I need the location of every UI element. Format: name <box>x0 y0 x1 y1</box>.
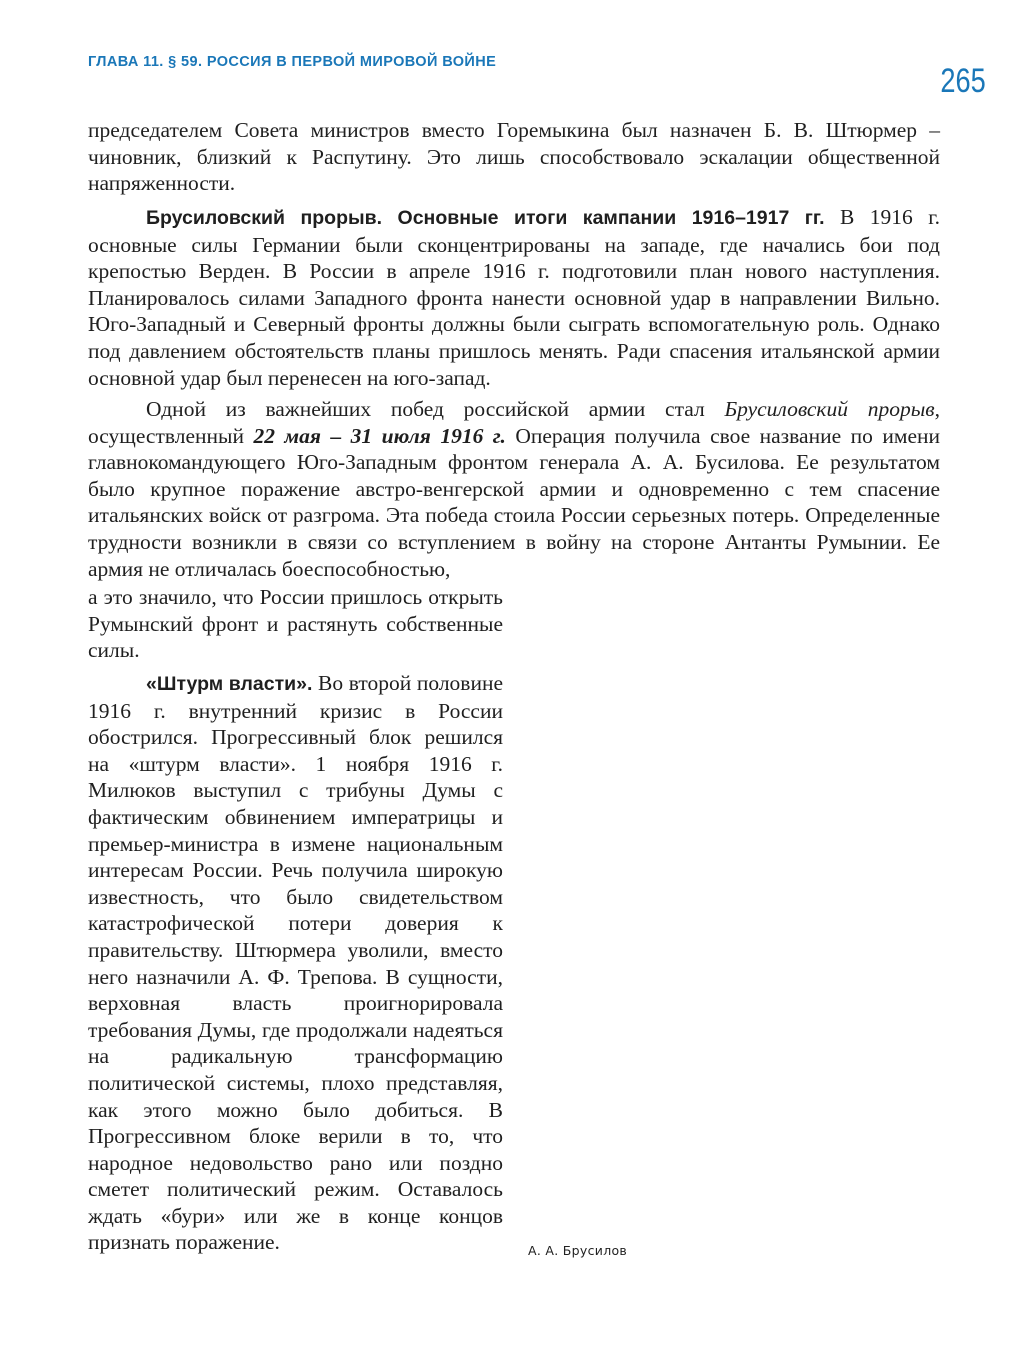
paragraph-intro: председателем Совета министров вместо Горемыкина был назначен Б. В. Штюрмер – чиновник, близкий к Распутину. Это лишь способствовало эскалации общественной напряженности. <box>88 118 940 196</box>
text-run: , осуществленный <box>88 397 940 448</box>
paragraph-text: Во второй половине 1916 г. внутренний кризис в России обострился. Прогрессивный блок решился на «штурм власти». 1 ноября 1916 г. Милюков выступил с трибуны Думы с фактическим обвинением императрицы и премьер-министра в измене национальным интересам России. Речь получила широкую известность, что было свидетельством катастрофической потери доверия к правительству. Штюрмера уволили, вместо него назначили А. Ф. Трепова. В сущности, верховная власть проигнорировала требования Думы, где продолжали надеяться на радикальную трансформацию политической системы, плохо представляя, как этого можно было добиться. В Прогрессивном блоке верили в то, что народное недовольство рано или поздно сметет политический режим. Оставалось ждать «бури» или же в конце концов признать поражение. <box>88 671 504 1255</box>
paragraph-brusilov-breakthrough <box>88 396 940 582</box>
section-heading-brusilov: Брусиловский прорыв. Основные итоги кампании 1916–1917 гг. <box>146 207 825 229</box>
italic-term: Брусиловский прорыв <box>724 397 935 421</box>
date-highlight: 22 мая – 31 июля 1916 г. <box>253 423 506 448</box>
paragraph-romanian-front: а это значило, что России пришлось открыть Румынский фронт и растянуть собственные силы. <box>88 585 503 663</box>
page-number: 265 <box>940 62 986 100</box>
chapter-header: ГЛАВА 11. § 59. РОССИЯ В ПЕРВОЙ МИРОВОЙ ВОЙНЕ <box>88 54 497 70</box>
section-heading-storm: «Штурм власти». <box>146 673 313 695</box>
photo-caption: А. А. Брусилов <box>528 1243 628 1258</box>
paragraph-storm-of-power <box>88 670 503 1256</box>
text-run: Операция получила свое название по имени главнокомандующего Юго-Западным фронтом генерала А. А. Бусилова. Ее результатом было крупное поражение австро-венгерской армии и одновременно с тем спасение итальянских войск от разгрома. Эта победа стоила России серьезных потерь. Определенные трудности возникли в связи со вступлением в войну на стороне Антанты Румынии. Ее армия не отличалась боеспособностью, <box>88 423 941 581</box>
text-run: Одной из важнейших побед российской армии стал <box>146 397 725 421</box>
paragraph-brusilov-section <box>88 204 940 391</box>
paragraph-text: В 1916 г. основные силы Германии были сконцентрированы на западе, где начались бои под крепостью Верден. В России в апреле 1916 г. подготовили план нового наступления. Планировалось силами Западного фронта нанести основной удар в направлении Вильно. Юго-Западный и Северный фронты должны были сыграть вспомогательную роль. Однако под давлением обстоятельств планы пришлось менять. Ради спасения итальянской армии основной удар был перенесен на юго-запад. <box>88 205 940 390</box>
